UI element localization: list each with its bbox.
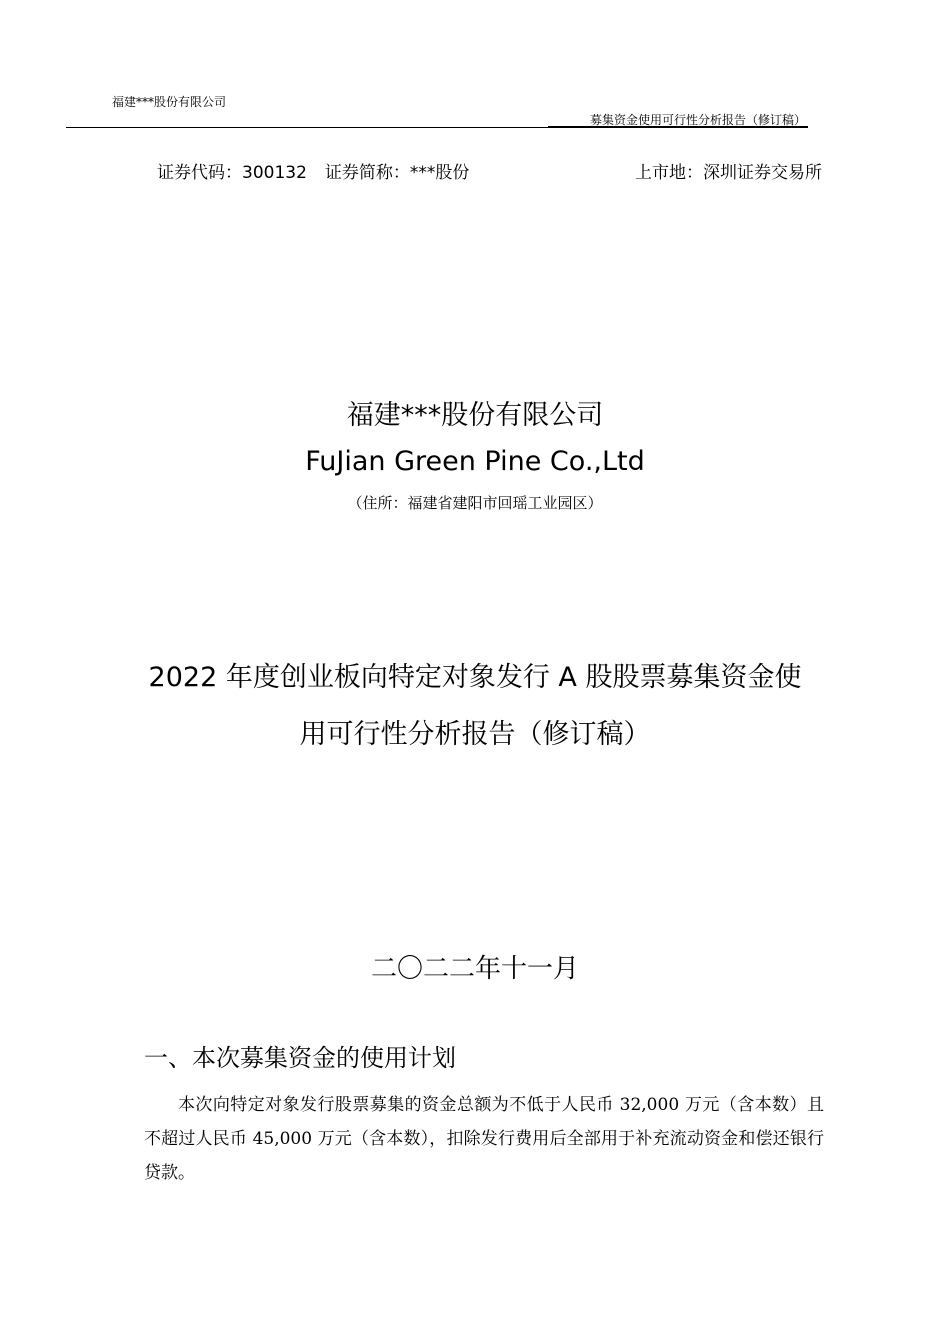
running-header-title: 募集资金使用可行性分析报告（修订稿）: [589, 113, 806, 127]
securities-short-name: 证券简称：***股份: [324, 163, 470, 183]
body-paragraph: 本次向特定对象发行股票募集的资金总额为不低于人民币 32,000 万元（含本数）且不超过人民币 45,000 万元（含本数），扣除发行费用后全部用于补充流动资金和偿还银行贷款。: [144, 1095, 824, 1183]
header-rule: [66, 127, 808, 128]
report-title-line-2: 用可行性分析报告（修订稿）: [299, 719, 651, 750]
header-title-underline: [548, 126, 808, 127]
company-address: （住所：福建省建阳市回瑶工业园区）: [347, 494, 603, 512]
company-name-cn: 福建***股份有限公司: [346, 400, 604, 431]
running-header-company: 福建***股份有限公司: [112, 95, 227, 109]
report-title-line-1: 2022 年度创业板向特定对象发行 A 股股票募集资金使: [148, 662, 802, 693]
securities-info: [157, 158, 469, 183]
listing-exchange: 上市地：深圳证券交易所: [635, 163, 822, 183]
company-name-en: FuJian Green Pine Co.,Ltd: [305, 446, 645, 477]
section-heading: 一、本次募集资金的使用计划: [144, 1044, 456, 1072]
report-date: 二〇二二年十一月: [370, 954, 579, 984]
securities-code: 证券代码：300132: [157, 163, 307, 183]
